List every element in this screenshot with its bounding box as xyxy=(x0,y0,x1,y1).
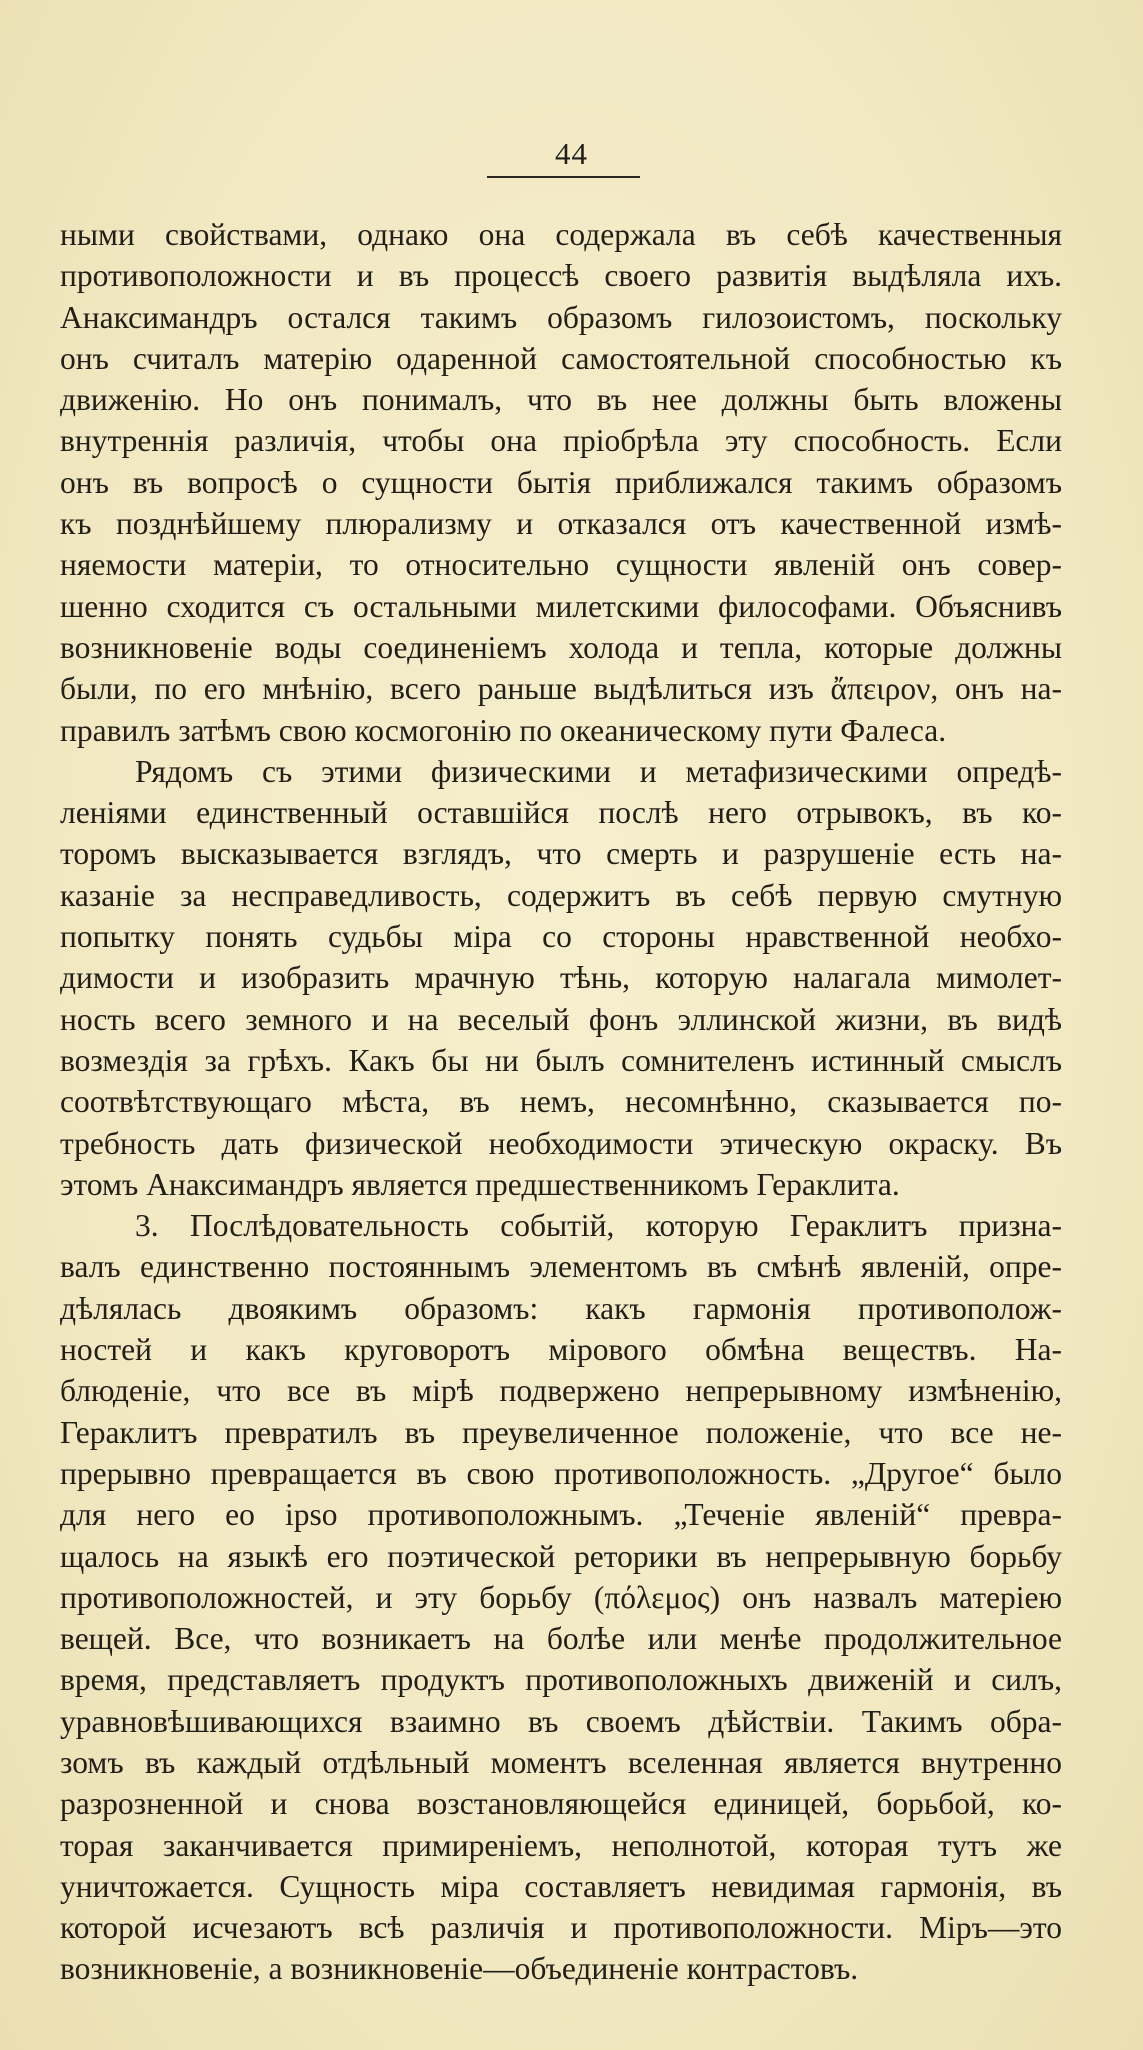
text-line: возникновеніе воды соединеніемъ холода и тепла, которые должны xyxy=(60,629,1062,665)
text-line: валъ единственно постояннымъ элементомъ въ смѣнѣ явленій, опре- xyxy=(60,1249,1062,1285)
text-line: возмездія за грѣхъ. Какъ бы ни былъ сомнителенъ истинный смыслъ xyxy=(60,1042,1062,1078)
text-line: щалось на языкѣ его поэтической реторики въ непрерывную борьбу xyxy=(60,1538,1062,1574)
text-line: казаніе за несправедливость, содержитъ въ себѣ первую смутную xyxy=(60,877,1062,913)
text-line: движенію. Но онъ понималъ, что въ нее должны быть вложены xyxy=(60,382,1062,418)
text-line: противоположностей, и эту борьбу (πόλεμος) онъ назвалъ матеріею xyxy=(60,1579,1062,1615)
paragraph-first-line: 3. Послѣдовательность событій, которую Гераклитъ призна- xyxy=(135,1208,1062,1244)
text-line: требность дать физической необходимости этическую окраску. Въ xyxy=(60,1125,1062,1161)
text-line: правилъ затѣмъ свою космогонію по океаническому пути Фалеса. xyxy=(60,712,947,748)
text-line: этомъ Анаксимандръ является предшественникомъ Гераклита. xyxy=(60,1166,900,1202)
text-line: прерывно превращается въ свою противоположность. „Другое“ было xyxy=(60,1455,1062,1491)
paragraph-first-line: Рядомъ съ этими физическими и метафизическими опредѣ- xyxy=(135,753,1062,789)
text-line: блюденіе, что все въ мірѣ подвержено непрерывному измѣненію, xyxy=(60,1373,1062,1409)
text-line: соотвѣтствующаго мѣста, въ немъ, несомнѣнно, сказывается по- xyxy=(60,1084,1062,1120)
text-line: вещей. Все, что возникаетъ на болѣе или менѣе продолжительное xyxy=(60,1621,1062,1657)
page-number: 44 xyxy=(555,136,588,171)
text-line: уравновѣшивающихся взаимно въ своемъ дѣйствіи. Такимъ обра- xyxy=(60,1703,1062,1739)
text-line: къ позднѣйшему плюрализму и отказался отъ качественной измѣ- xyxy=(60,506,1062,542)
text-line: леніями единственный оставшійся послѣ него отрывокъ, въ ко- xyxy=(60,795,1062,831)
text-line: для него eo ipso противоположнымъ. „Теченіе явленій“ превра- xyxy=(60,1497,1062,1533)
text-line: были, по его мнѣнію, всего раньше выдѣлиться изъ ἄπειρον, онъ на- xyxy=(60,671,1062,707)
text-line: торомъ высказывается взглядъ, что смерть и разрушеніе есть на- xyxy=(60,836,1062,872)
body-text xyxy=(60,214,1062,1990)
text-line: онъ считалъ матерію одаренной самостоятельной способностью къ xyxy=(60,340,1062,376)
text-line: Гераклитъ превратилъ въ преувеличенное положеніе, что все не- xyxy=(60,1414,1062,1450)
text-line: которой исчезаютъ всѣ различія и противоположности. Міръ—это xyxy=(60,1910,1062,1946)
text-line: ность всего земного и на веселый фонъ эллинской жизни, въ видѣ xyxy=(60,1001,1062,1037)
text-line: Анаксимандръ остался такимъ образомъ гилозоистомъ, поскольку xyxy=(60,299,1062,335)
text-line: шенно сходится съ остальными милетскими философами. Объяснивъ xyxy=(60,588,1062,624)
text-line: внутреннія различія, чтобы она пріобрѣла эту способность. Если xyxy=(60,423,1062,459)
text-line: дѣлялась двоякимъ образомъ: какъ гармонія противополож- xyxy=(60,1290,1062,1326)
text-line: няемости матеріи, то относительно сущности явленій онъ совер- xyxy=(60,547,1062,583)
text-line: онъ въ вопросѣ о сущности бытія приближался такимъ образомъ xyxy=(60,464,1062,500)
header-rule xyxy=(487,176,640,178)
text-line: возникновеніе, а возникновеніе—объединеніе контрастовъ. xyxy=(60,1951,859,1987)
text-line: торая заканчивается примиреніемъ, неполнотой, которая тутъ же xyxy=(60,1827,1062,1863)
text-line: ностей и какъ круговоротъ мірового обмѣна веществъ. На- xyxy=(60,1332,1062,1368)
text-line: разрозненной и снова возстановляющейся единицей, борьбой, ко- xyxy=(60,1786,1062,1822)
text-line: димости и изобразить мрачную тѣнь, которую налагала мимолет- xyxy=(60,960,1062,996)
text-line: время, представляетъ продуктъ противоположныхъ движеній и силъ, xyxy=(60,1662,1062,1698)
text-line: попытку понять судьбы міра со стороны нравственной необхо- xyxy=(60,919,1062,955)
text-line: зомъ въ каждый отдѣльный моментъ вселенная является внутренно xyxy=(60,1744,1062,1780)
text-line: ными свойствами, однако она содержала въ себѣ качественныя xyxy=(60,217,1062,252)
text-line: противоположности и въ процессѣ своего развитія выдѣляла ихъ. xyxy=(60,258,1062,294)
text-line: уничтожается. Сущность міра составляетъ невидимая гармонія, въ xyxy=(60,1868,1062,1904)
